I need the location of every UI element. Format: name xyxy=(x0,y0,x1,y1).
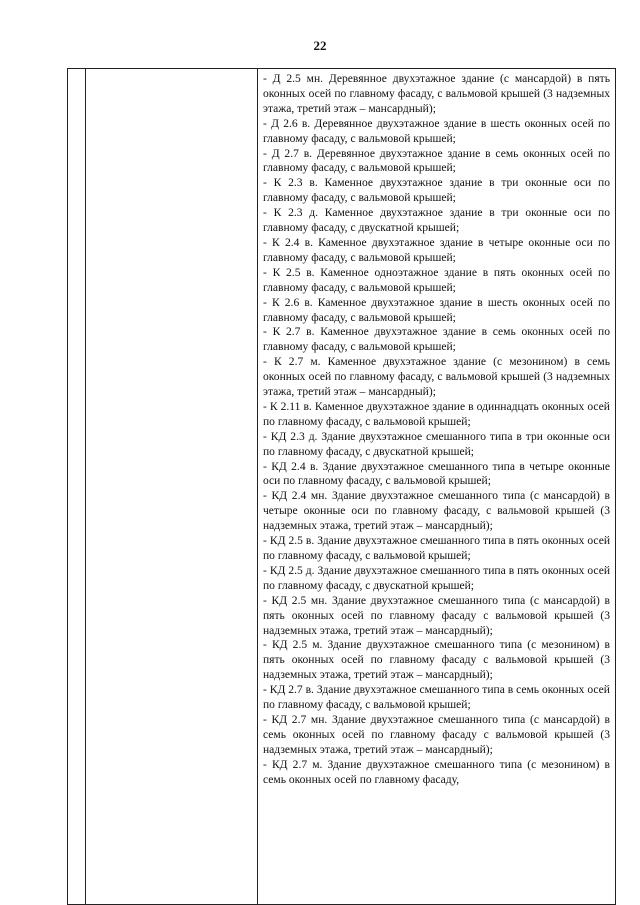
list-item: - КД 2.4 мн. Здание двухэтажное смешанного типа (с мансардой) в четыре оконные оси по главному фасаду, с вальмовой крышей (3 надземных этажа, третий этаж – мансардный); xyxy=(263,490,610,533)
list-item: - КД 2.7 м. Здание двухэтажное смешанного типа (с мезонином) в семь оконных осей по главному фасаду, xyxy=(263,758,610,786)
list-item: - КД 2.5 м. Здание двухэтажное смешанного типа (с мезонином) в пять оконных осей по главному фасаду с вальмовой крышей (3 надземных этажа, третий этаж – мансардный); xyxy=(263,639,610,682)
list-item: - К 2.3 д. Каменное двухэтажное здание в три оконные оси по главному фасаду, с двускатной крышей; xyxy=(263,207,610,235)
list-item: - К 2.5 в. Каменное одноэтажное здание в пять оконных осей по главному фасаду, с вальмовой крышей; xyxy=(263,266,610,294)
empty-cell-index xyxy=(68,69,86,905)
list-item: - КД 2.5 д. Здание двухэтажное смешанного типа в пять оконных осей по главному фасаду, с двускатной крышей; xyxy=(263,564,610,592)
entry-list xyxy=(258,69,615,788)
list-item: - К 2.3 в. Каменное двухэтажное здание в три оконные оси по главному фасаду, с вальмовой крышей; xyxy=(263,177,610,205)
page-number: 22 xyxy=(313,38,327,53)
list-item: - К 2.4 в. Каменное двухэтажное здание в четыре оконные оси по главному фасаду, с вальмовой крышей; xyxy=(263,236,610,264)
list-item: - К 2.7 в. Каменное двухэтажное здание в семь оконных осей по главному фасаду, с вальмовой крышей; xyxy=(263,326,610,354)
list-item: - Д 2.7 в. Деревянное двухэтажное здание в семь оконных осей по главному фасаду, с вальмовой крышей; xyxy=(263,147,610,175)
empty-cell-name xyxy=(86,69,258,905)
list-item: - КД 2.7 в. Здание двухэтажное смешанного типа в семь оконных осей по главному фасаду, с вальмовой крышей; xyxy=(263,684,610,712)
document-table xyxy=(67,68,616,905)
list-item: - Д 2.5 мн. Деревянное двухэтажное здание (с мансардой) в пять оконных осей по главному фасаду, с вальмовой крышей (3 надземных этажа, третий этаж – мансардный); xyxy=(263,73,610,115)
list-item: - К 2.11 в. Каменное двухэтажное здание в одиннадцать оконных осей по главному фасаду, с вальмовой крышей; xyxy=(263,400,610,428)
list-item: - КД 2.3 д. Здание двухэтажное смешанного типа в три оконные оси по главному фасаду, с двускатной крышей; xyxy=(263,430,610,458)
list-item: - КД 2.5 мн. Здание двухэтажное смешанного типа (с мансардой) в пять оконных осей по главному фасаду с вальмовой крышей (3 надземных этажа, третий этаж – мансардный); xyxy=(263,594,610,637)
list-item: - К 2.6 в. Каменное двухэтажное здание в шесть оконных осей по главному фасаду, с вальмовой крышей; xyxy=(263,296,610,324)
table-row xyxy=(68,69,616,905)
list-item: - КД 2.5 в. Здание двухэтажное смешанного типа в пять оконных осей по главному фасаду, с вальмовой крышей; xyxy=(263,535,610,562)
entries-cell xyxy=(258,69,616,905)
list-item: - К 2.7 м. Каменное двухэтажное здание (с мезонином) в семь оконных осей по главному фасаду, с вальмовой крышей (3 надземных этажа, третий этаж – мансардный); xyxy=(263,356,610,399)
list-item: - Д 2.6 в. Деревянное двухэтажное здание в шесть оконных осей по главному фасаду, с вальмовой крышей; xyxy=(263,117,610,145)
list-item: - КД 2.4 в. Здание двухэтажное смешанного типа в четыре оконные оси по главному фасаду, с вальмовой крышей; xyxy=(263,460,610,488)
list-item: - КД 2.7 мн. Здание двухэтажное смешанного типа (с мансардой) в семь оконных осей по главному фасаду с вальмовой крышей (3 надземных этажа, третий этаж – мансардный); xyxy=(263,713,610,756)
